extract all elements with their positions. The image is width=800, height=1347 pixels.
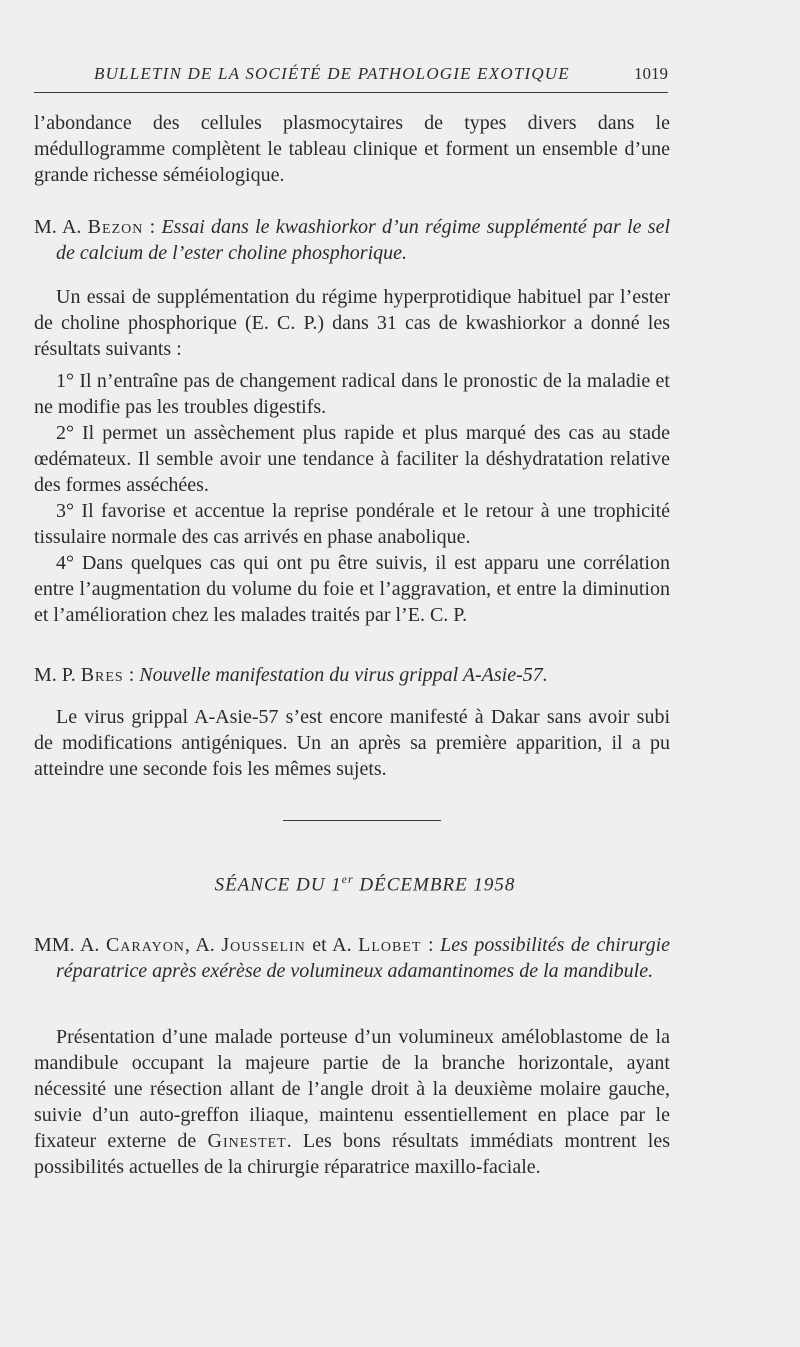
carayon-name-1: Carayon bbox=[105, 934, 185, 956]
bres-heading bbox=[34, 662, 670, 688]
carayon-name-3: Llobet bbox=[358, 934, 422, 956]
intro-paragraph-block bbox=[34, 110, 670, 188]
bezon-separator: : bbox=[143, 216, 162, 238]
bres-body bbox=[34, 704, 670, 782]
bezon-title-line bbox=[34, 214, 670, 266]
carayon-text-before: Présentation d’une malade porteuse d’un volumineux améloblastome de la mandibule occupant la majeure partie de la branche horizontale, ayant nécessité une résection allant de l’angle droit à la deuxième molaire gauche, suivie d’un auto-greffon iliaque, maintenu essentiellement en place par le fixateur externe de bbox=[34, 1026, 670, 1152]
section-divider bbox=[283, 820, 441, 821]
running-header bbox=[34, 62, 668, 93]
carayon-text-after: . Les bons résultats immédiats montrent les possibilités actuelles de la chirurgie réparatrice maxillo-faciale. bbox=[34, 1130, 670, 1178]
bres-title-line bbox=[34, 662, 670, 688]
carayon-prefix: MM. A. bbox=[34, 934, 100, 956]
carayon-mid-2: et A. bbox=[305, 934, 352, 956]
intro-paragraph: l’abondance des cellules plasmocytaires de types divers dans le médullogramme complètent le tableau clinique et forment un ensemble d’une grande richesse séméiologique. bbox=[34, 112, 670, 186]
seance-after: DÉCEMBRE 1958 bbox=[353, 874, 516, 896]
carayon-name-2: Jousselin bbox=[221, 934, 306, 956]
seance-before: SÉANCE DU 1 bbox=[214, 874, 342, 896]
bezon-item-1: 1° Il n’entraîne pas de changement radical dans le pronostic de la maladie et ne modifie pas les troubles digestifs. bbox=[34, 370, 670, 418]
bres-author-prefix: M. P. bbox=[34, 664, 76, 686]
carayon-paragraph bbox=[34, 1024, 670, 1180]
carayon-title: Les possibilités de chirurgie réparatrice après exérèse de volumineux adamantinomes de la mandibule. bbox=[56, 934, 671, 982]
seance-heading bbox=[0, 872, 730, 896]
carayon-mid-1: , A. bbox=[184, 934, 215, 956]
bezon-intro: Un essai de supplémentation du régime hyperprotidique habituel par l’ester de choline phosphorique (E. C. P.) dans 31 cas de kwashiorkor a donné les résultats suivants : bbox=[34, 286, 670, 360]
bezon-item-4: 4° Dans quelques cas qui ont pu être suivis, il est apparu une corrélation entre l’augmentation du volume du foie et l’aggravation, et entre la diminution et l’amélioration chez les malades traités par l’E. C. P. bbox=[34, 552, 670, 626]
bezon-author-prefix: M. A. bbox=[34, 216, 82, 238]
bres-separator: : bbox=[123, 664, 140, 686]
carayon-separator: : bbox=[421, 934, 441, 956]
bezon-item-3: 3° Il favorise et accentue la reprise pondérale et le retour à une trophicité tissulaire normale des cas arrivés en phase anabolique. bbox=[34, 500, 670, 548]
page-number: 1019 bbox=[634, 64, 668, 83]
bezon-item-2: 2° Il permet un assèchement plus rapide et plus marqué des cas au stade œdémateux. Il semble avoir une tendance à faciliter la déshydratation relative des formes asséchées. bbox=[34, 422, 670, 496]
bezon-heading bbox=[34, 214, 670, 266]
carayon-title-line bbox=[34, 932, 670, 984]
bezon-author-name: Bezon bbox=[87, 216, 144, 238]
bezon-body bbox=[34, 284, 670, 628]
bres-paragraph: Le virus grippal A-Asie-57 s’est encore manifesté à Dakar sans avoir subi de modifications antigéniques. Un an après sa première apparition, il a pu atteindre une seconde fois les mêmes sujets. bbox=[34, 706, 670, 780]
seance-sup: er bbox=[341, 872, 354, 886]
carayon-heading bbox=[34, 932, 670, 984]
carayon-body bbox=[34, 1024, 670, 1180]
carayon-text-name: Ginestet bbox=[207, 1130, 287, 1152]
bres-author-name: Bres bbox=[80, 664, 124, 686]
bres-title: Nouvelle manifestation du virus grippal A-Asie-57. bbox=[139, 664, 548, 686]
journal-title: BULLETIN DE LA SOCIÉTÉ DE PATHOLOGIE EXOTIQUE bbox=[94, 64, 570, 83]
bezon-title: Essai dans le kwashiorkor d’un régime supplémenté par le sel de calcium de l’ester choline phosphorique. bbox=[56, 216, 670, 264]
